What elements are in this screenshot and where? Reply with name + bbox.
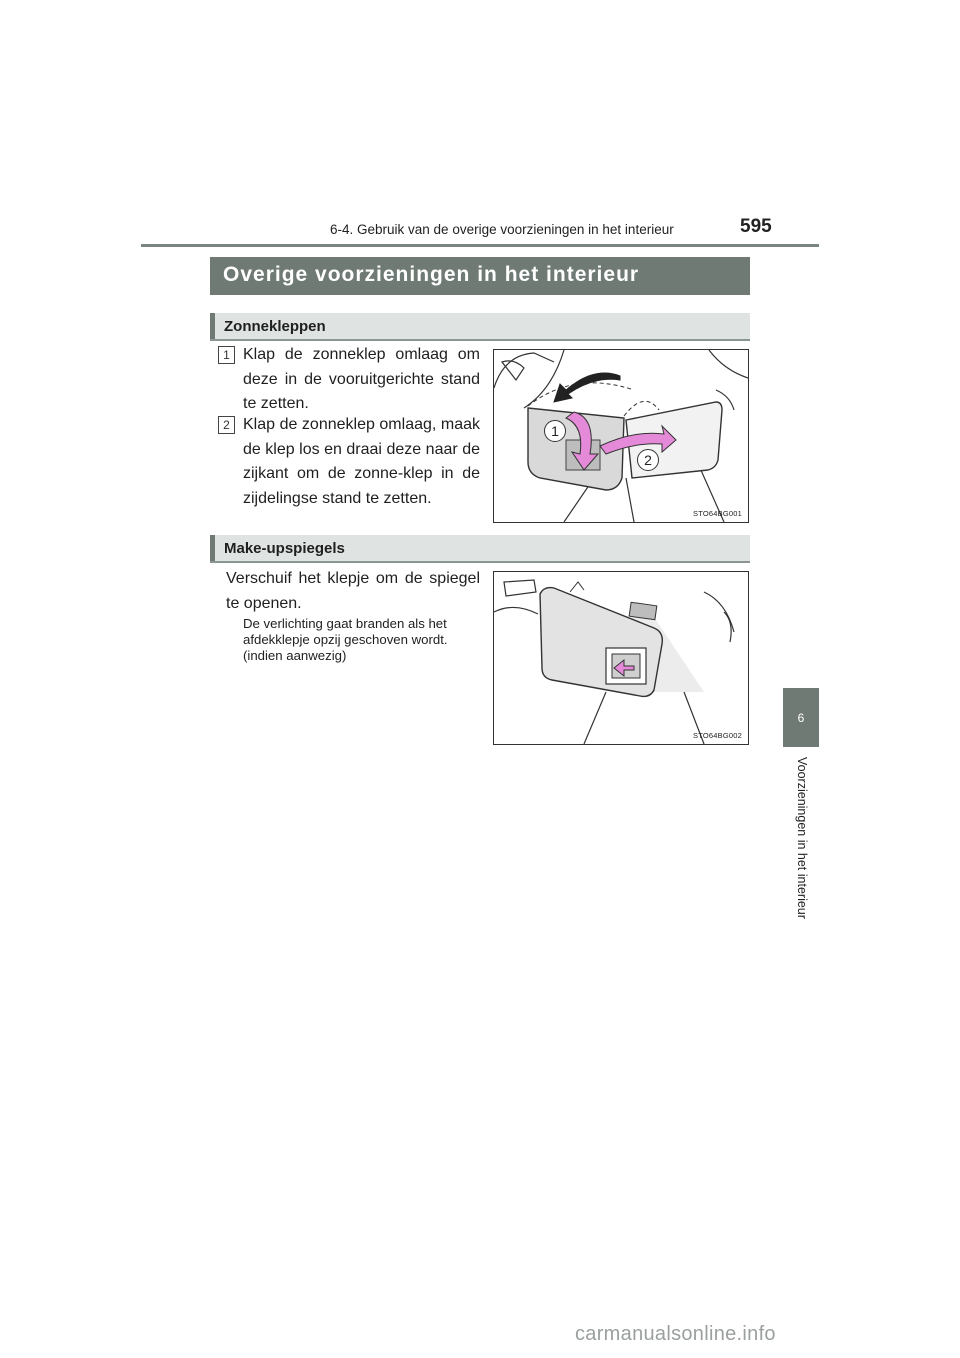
figure-callout-1: 1 bbox=[544, 420, 566, 442]
page-title bbox=[210, 257, 750, 295]
chapter-tab[interactable] bbox=[783, 688, 819, 747]
section-heading-sun-visors bbox=[210, 313, 750, 341]
step-text-1: Klap de zonneklep omlaag om deze in de vooruitgerichte stand te zetten. bbox=[243, 346, 480, 412]
vanity-mirror-drawing bbox=[494, 572, 748, 744]
header-divider bbox=[141, 244, 819, 247]
sun-visor-drawing bbox=[494, 350, 748, 522]
header-section-title: 6-4. Gebruik van de overige voorzieningen in het interieur bbox=[330, 222, 674, 237]
sun-visor-illustration bbox=[493, 349, 749, 523]
step-badge-1: 1 bbox=[218, 346, 235, 364]
chapter-title: Voorzieningen in het interieur bbox=[795, 757, 809, 919]
chapter-number: 6 bbox=[797, 710, 805, 725]
figure-code: STO64BG002 bbox=[693, 731, 742, 740]
section-accent bbox=[210, 535, 215, 561]
figure-code: STO64BG001 bbox=[693, 509, 742, 518]
step-badge-2: 2 bbox=[218, 416, 235, 434]
section-heading-text: Make-upspiegels bbox=[224, 540, 345, 557]
watermark: carmanualsonline.info bbox=[575, 1323, 776, 1345]
section-accent bbox=[210, 313, 215, 339]
mirror-note: De verlichting gaat branden als het afdekklepje opzij geschoven wordt. (indien aanwezig) bbox=[243, 616, 448, 663]
figure-callout-2: 2 bbox=[637, 449, 659, 471]
step-text-2: Klap de zonneklep omlaag, maak de klep los en draai deze naar de zijkant om de zonne-klep in de zijdelingse stand te zetten. bbox=[243, 416, 480, 507]
section-heading-vanity-mirrors bbox=[210, 535, 750, 563]
page-number: 595 bbox=[740, 216, 772, 237]
vanity-mirror-illustration bbox=[493, 571, 749, 745]
section-heading-text: Zonnekleppen bbox=[224, 318, 326, 335]
mirror-instruction: Verschuif het klepje om de spiegel te openen. bbox=[226, 570, 480, 612]
page-title-text: Overige voorzieningen in het interieur bbox=[223, 263, 640, 286]
